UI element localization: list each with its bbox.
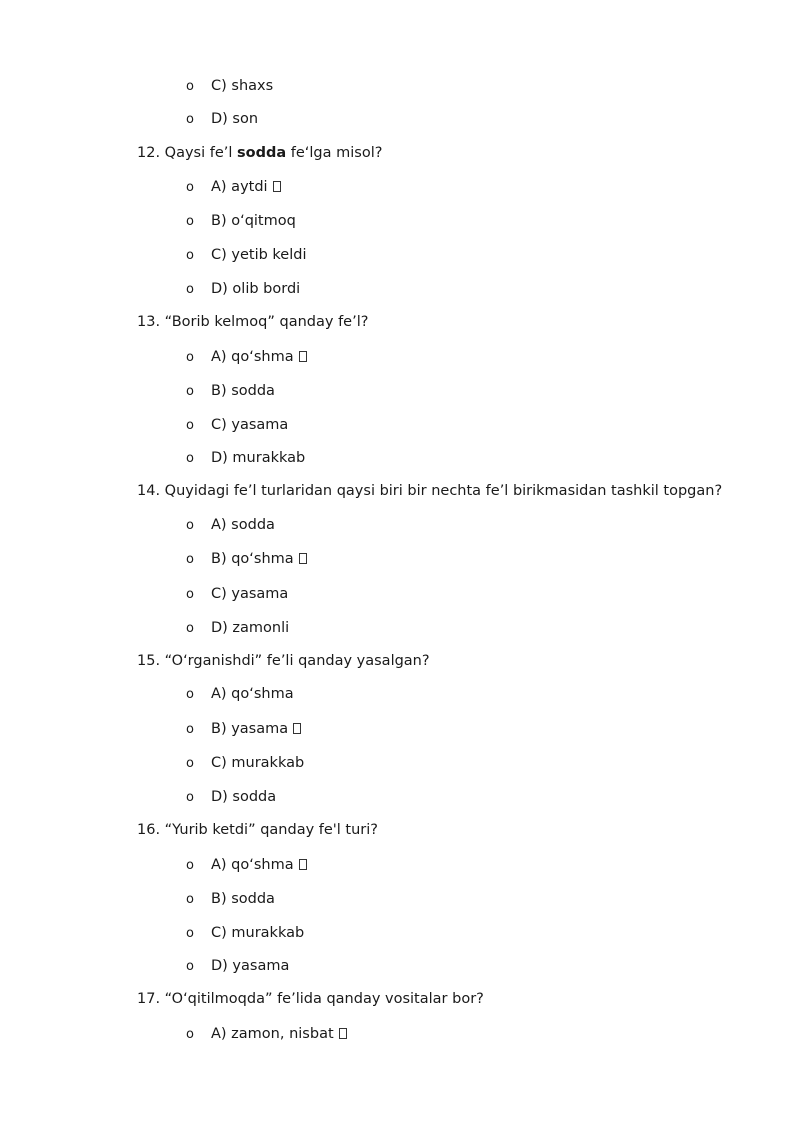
option-text: A) sodda xyxy=(211,517,275,533)
option-text: C) yasama xyxy=(211,417,289,433)
bullet: o xyxy=(186,282,194,297)
option-item xyxy=(186,212,296,231)
option-text: C) yetib keldi xyxy=(211,247,307,263)
option-item xyxy=(186,1025,347,1044)
option-item xyxy=(186,585,288,604)
option-item xyxy=(186,550,307,569)
option-item xyxy=(186,280,300,299)
option-item xyxy=(186,788,276,807)
bullet: o xyxy=(186,552,194,567)
answer-mark-icon xyxy=(339,1028,347,1039)
question-17 xyxy=(137,990,484,1008)
option-text: A) qo‘shma xyxy=(211,686,294,702)
answer-mark-icon xyxy=(273,181,281,192)
bullet: o xyxy=(186,384,194,399)
option-text: D) zamonli xyxy=(211,620,290,636)
option-text: A) qo‘shma xyxy=(211,349,294,365)
option-text: D) murakkab xyxy=(211,450,306,466)
question-14 xyxy=(137,482,722,500)
option-text: D) yasama xyxy=(211,958,290,974)
bullet: o xyxy=(186,1027,194,1042)
option-text: D) sodda xyxy=(211,789,277,805)
option-text: B) qo‘shma xyxy=(211,551,294,567)
bullet: o xyxy=(186,621,194,636)
question-12 xyxy=(137,144,382,162)
bullet: o xyxy=(186,214,194,229)
bullet: o xyxy=(186,587,194,602)
option-item xyxy=(186,685,294,704)
bullet: o xyxy=(186,112,194,127)
question-16 xyxy=(137,821,378,839)
question-13 xyxy=(137,313,368,331)
bullet: o xyxy=(186,350,194,365)
bullet: o xyxy=(186,756,194,771)
option-text: B) sodda xyxy=(211,383,275,399)
option-item xyxy=(186,178,281,197)
option-item xyxy=(186,246,306,265)
option-item xyxy=(186,754,304,773)
option-item xyxy=(186,516,275,535)
option-item xyxy=(186,890,275,909)
option-item xyxy=(186,720,301,739)
option-item xyxy=(186,348,307,367)
option-item xyxy=(186,416,288,435)
bullet: o xyxy=(186,926,194,941)
option-item xyxy=(186,924,304,943)
bullet: o xyxy=(186,687,194,702)
bullet: o xyxy=(186,518,194,533)
option-item xyxy=(186,382,275,401)
question-text: 14. Quyidagi fe’l turlaridan qaysi biri bir nechta fe’l birikmasidan tashkil topgan? xyxy=(137,483,723,499)
option-item xyxy=(186,856,307,875)
bullet: o xyxy=(186,180,194,195)
option-text: B) yasama xyxy=(211,721,289,737)
option-text: C) murakkab xyxy=(211,925,305,941)
option-text: C) shaxs xyxy=(211,78,274,94)
bullet: o xyxy=(186,722,194,737)
option-text: D) son xyxy=(211,111,259,127)
question-15 xyxy=(137,652,430,670)
bullet: o xyxy=(186,790,194,805)
answer-mark-icon xyxy=(293,723,301,734)
question-text: 15. “O‘rganishdi” fe’li qanday yasalgan? xyxy=(137,653,430,669)
option-item xyxy=(186,449,305,468)
question-text: 16. “Yurib ketdi” qanday fe'l turi? xyxy=(137,822,378,838)
question-text: 13. “Borib kelmoq” qanday fe’l? xyxy=(137,314,369,330)
option-item xyxy=(186,957,289,976)
question-text-rest: fe‘lga misol? xyxy=(286,145,383,161)
bullet: o xyxy=(186,858,194,873)
bullet: o xyxy=(186,248,194,263)
answer-mark-icon xyxy=(299,553,307,564)
question-text: 17. “O‘qitilmoqda” fe’lida qanday vositalar bor? xyxy=(137,991,484,1007)
answer-mark-icon xyxy=(299,351,307,362)
option-text: D) olib bordi xyxy=(211,281,301,297)
option-text: B) sodda xyxy=(211,891,275,907)
option-item xyxy=(186,77,273,96)
option-text: C) yasama xyxy=(211,586,289,602)
option-item xyxy=(186,619,289,638)
option-text: A) aytdi xyxy=(211,179,268,195)
bullet: o xyxy=(186,418,194,433)
bullet: o xyxy=(186,451,194,466)
bullet: o xyxy=(186,79,194,94)
option-text: A) zamon, nisbat xyxy=(211,1026,334,1042)
option-text: C) murakkab xyxy=(211,755,305,771)
answer-mark-icon xyxy=(299,859,307,870)
option-text: A) qo‘shma xyxy=(211,857,294,873)
question-text: 12. Qaysi fe’l xyxy=(137,145,238,161)
bullet: o xyxy=(186,959,194,974)
bullet: o xyxy=(186,892,194,907)
question-bold-text: sodda xyxy=(237,145,287,161)
option-item xyxy=(186,110,258,129)
option-text: B) o‘qitmoq xyxy=(211,213,296,229)
